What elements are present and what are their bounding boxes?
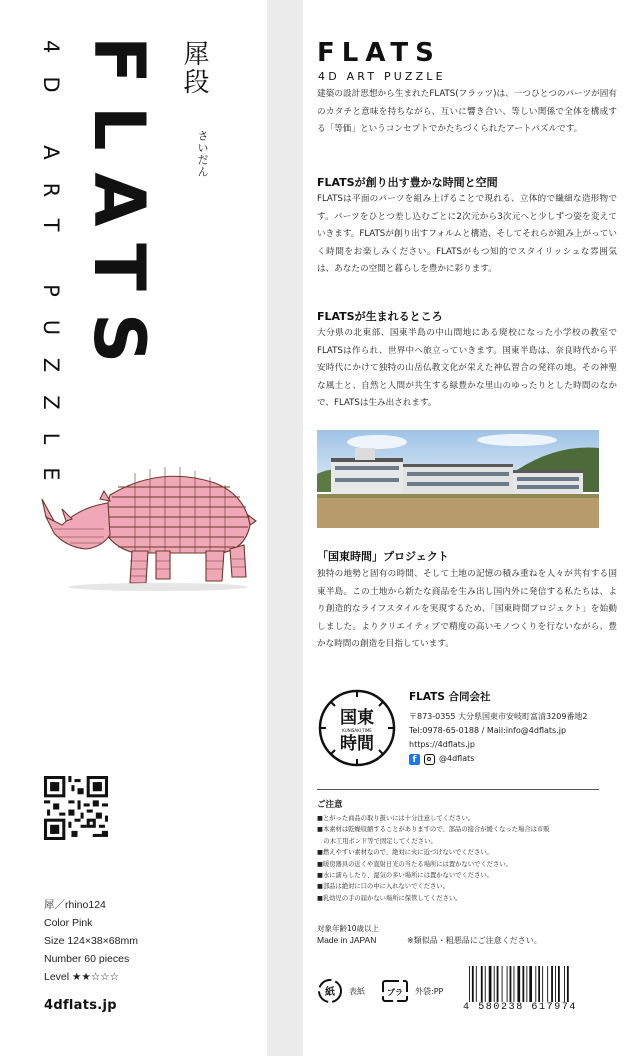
notice-item: ■暖房器具の近くや直射日光の当たる場所には置かないでください。 [317,860,512,868]
company-contact: Tel:0978-65-0188 / Mail:info@4dflats.jp [409,726,567,735]
paper-recycle-label: 表紙 [349,986,365,996]
spec-model: 犀／rhino124 [44,899,106,911]
notice-item: ■とがった商品の取り扱いには十分注意してください。 [317,815,475,822]
left-panel [0,0,267,1056]
made-in-label: Made in JAPAN [317,935,377,945]
company-name: FLATS 合同会社 [409,691,491,703]
paper-recycle-icon [317,978,343,1004]
facebook-icon[interactable]: f [409,754,420,765]
website-link[interactable]: 4dflats.jp [44,998,117,1013]
school-building-photo [317,430,599,528]
spec-size: Size 124×38×68mm [44,935,138,947]
notice-item: の木工用ボンド等で固定してください。 [317,837,437,845]
brand-logo: FLATS [317,38,441,68]
rhino-puzzle-image [40,455,270,595]
notice-item: ■部品は絶対に口の中に入れないでください。 [317,883,449,891]
spec-pieces: Number 60 pieces [44,953,130,965]
section-heading-origin: FLATSが生まれるところ [317,310,443,323]
plastic-recycle-label: 外袋:PP [415,986,444,996]
notice-title: ご注意 [317,800,343,810]
instagram-icon[interactable] [424,754,435,765]
spine-divider [267,0,303,1056]
barcode-number: 4 580238 617974 [461,1002,607,1013]
recycle-marks [317,978,443,1004]
svg-text:プラ: プラ [387,988,403,997]
brand-subtitle: 4D ART PUZZLE [318,70,446,83]
right-panel [303,0,640,1056]
age-recommendation: 対象年齢10歳以上 [317,924,380,933]
company-url[interactable]: https://4dflats.jp [409,740,475,749]
plastic-recycle-icon [381,978,409,1004]
notice-divider [317,789,599,790]
section-body-time-space: FLATSは平面のパーツを組み上げることで現れる、立体的で繊細な造形物です。パーツをひとつ差し込むごとに2次元から3次元へと少しずつ姿を変えていきます。FLATSが創り出すフォルムと構造、そしてそれらが組み上がっていく時間をお楽しみください。FLATSがもつ知的でスタイリッシュな雰囲気は、あなたの空間と暮らしを豊かに彩ります。 [317,194,617,274]
section-body-origin: 大分県の北東部、国東半島の中山間地にある廃校になった小学校の教室でFLATSは作られ、世界中へ旅立っていきます。国東半島は、奈良時代から平安時代にかけて独特の山岳仏教文化が栄えた神仏習合の発祥の地。その神聖な風土と、自然と人間が共生する緑豊かな里山のゆったりとした時間のなかで、FLATSは生み出されます。 [317,328,617,408]
badge-small-text: KUNISAKI TIME [342,728,372,733]
intro-paragraph: 建築の設計思想から生まれたFLATS(フラッツ)は、一つひとつのパーツが固有のカタチと意味を持ちながら、互いに響き合い、等しい関係で全体を構成する「等価」というコンセプトでかたちづくられたアートパズルです。 [317,89,617,134]
vertical-brand-logo: FLATS [78,36,160,386]
notice-item: ■燃えやすい素材なので、絶対に火に近づけないでください。 [317,849,493,857]
company-info [409,690,629,766]
section-heading-time-space: FLATSが創り出す豊かな時間と空間 [317,176,498,189]
section-heading-project: 「国東時間」プロジェクト [317,550,449,563]
svg-text:紙: 紙 [325,987,335,998]
notice-item: ■本素材は乾燥収縮することがありますので、部品の接合が緩くなった場合は市販 [317,826,550,834]
counterfeit-caution: ※類似品・粗悪品にご注意ください。 [407,936,542,945]
social-row [409,752,629,766]
badge-bottom-text: 時間 [340,734,374,754]
badge-top-text: 国東 [340,708,374,728]
kunisaki-time-logo [317,688,397,768]
product-specs [44,896,138,986]
product-jp-title: 犀段 [179,40,209,96]
company-address: 〒873-0355 大分県国東市安岐町富清3209番地2 [409,712,588,721]
vertical-subtitle: 4D ART PUZZLE [39,40,63,504]
spec-level: Level ★★☆☆☆ [44,971,120,983]
qr-code[interactable] [44,776,108,840]
notice-item: ■水に濡らしたり、湿気の多い場所には置かないでください。 [317,872,493,880]
notice-list [317,813,607,904]
product-jp-reading: さいだん [196,130,209,178]
spec-color: Color Pink [44,917,93,929]
section-body-project: 独特の地勢と固有の時間、そして土地の記憶の積み重ねを人々が共有する国東半島。この土地から新たな商品を生み出し国内外に発信する私たちは、より創造的なライフスタイルを実現するため、「国東時間プロジェクト」を始動しました。よりクリエイティブで精度の高いモノつくりを行ないながら、豊かな時間の創造を目指しています。 [317,569,617,649]
social-handle: @4dflats [439,754,475,763]
notice-item: ■乳幼児の手の届かない場所に保管してください。 [317,894,462,902]
